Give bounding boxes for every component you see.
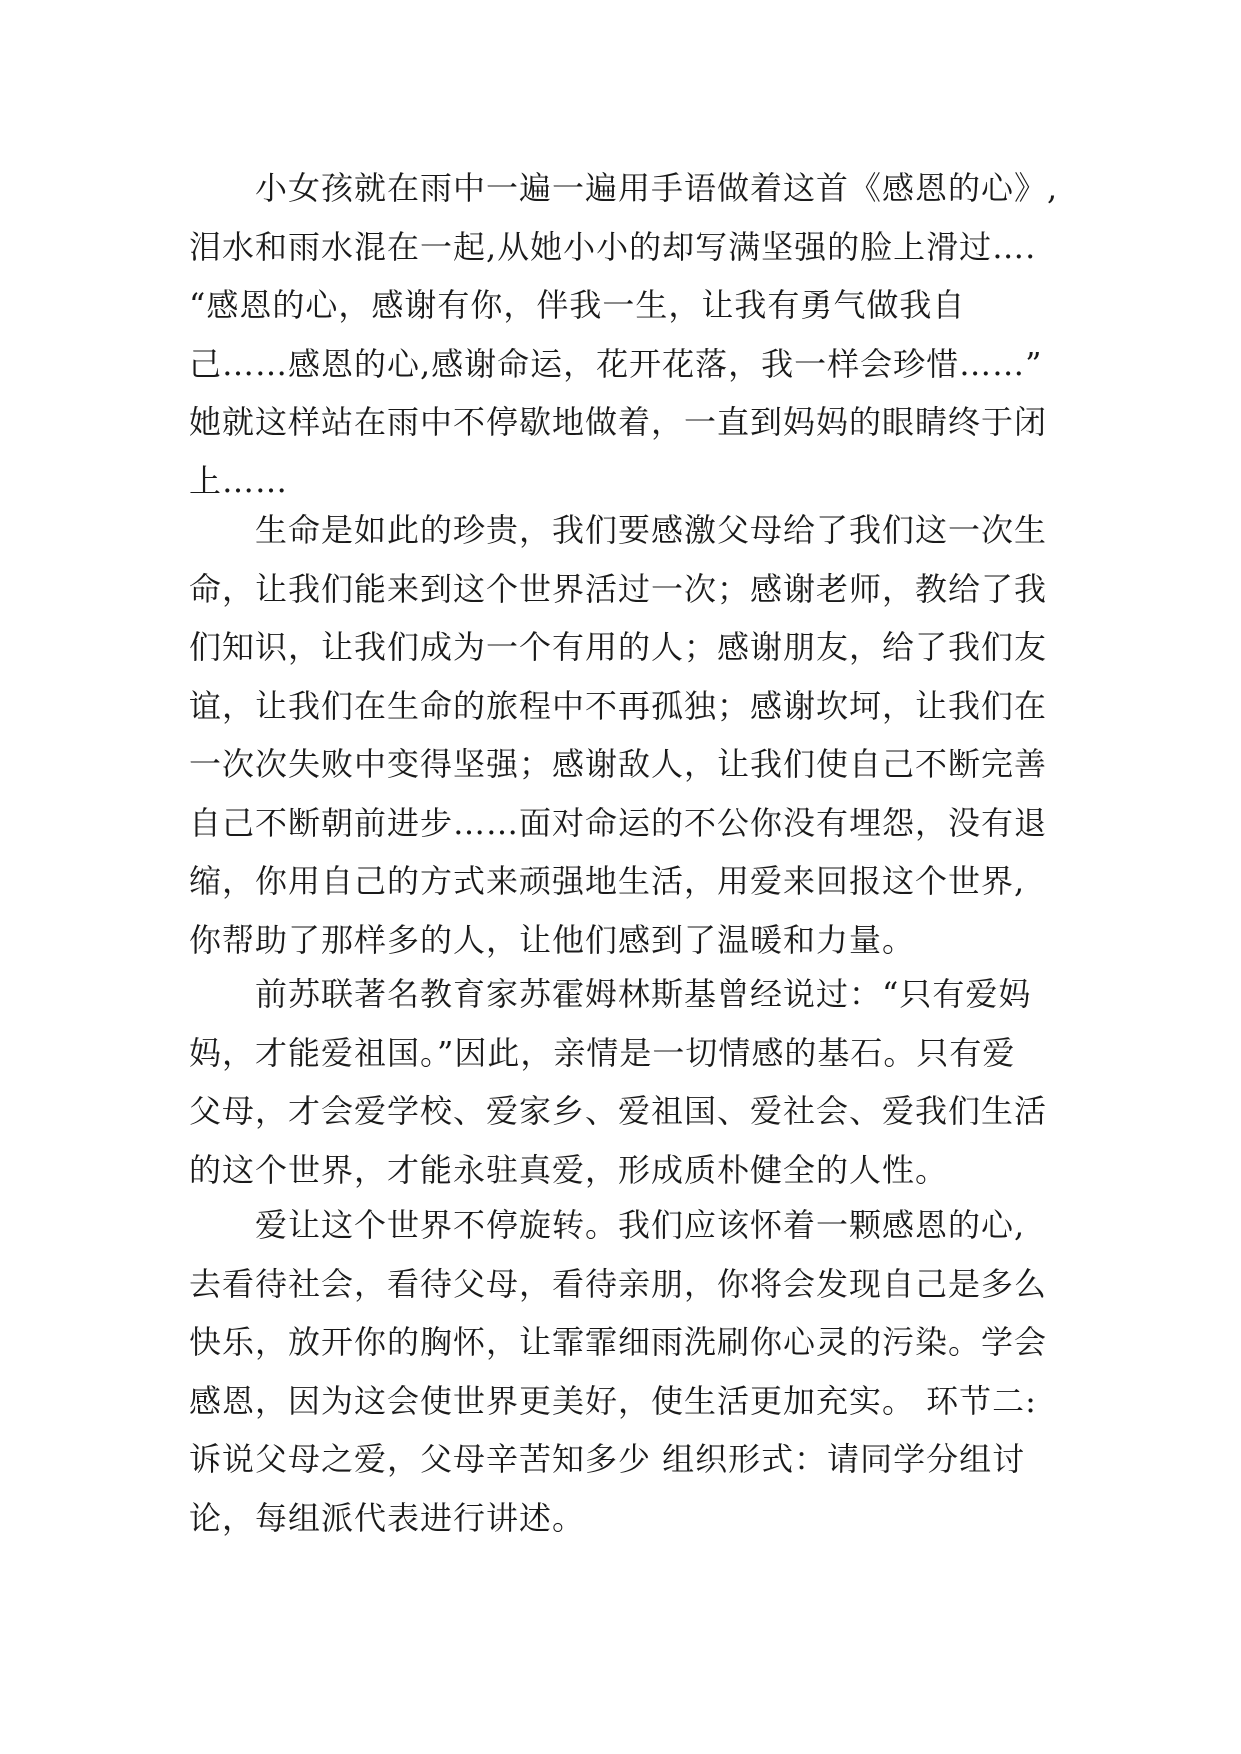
paragraph-4	[189, 1196, 1069, 1547]
text-line: 她就这样站在雨中不停歇地做着，一直到妈妈的眼睛终于闭	[189, 403, 1048, 441]
text-line: “感恩的心，感谢有你，伴我一生，让我有勇气做我自	[189, 286, 966, 324]
text-line: 前苏联著名教育家苏霍姆林斯基曾经说过：“只有爱妈	[255, 975, 1032, 1013]
text-line: 快乐，放开你的胸怀，让霏霏细雨洗刷你心灵的污染。学会	[189, 1323, 1048, 1361]
text-line: 缩，你用自己的方式来顽强地生活，用爱来回报这个世界,	[189, 862, 1026, 900]
paragraph-1	[189, 159, 1069, 510]
paragraph-2	[189, 501, 1069, 969]
text-line: 们知识，让我们成为一个有用的人；感谢朋友，给了我们友	[189, 628, 1048, 666]
text-line: 小女孩就在雨中一遍一遍用手语做着这首《感恩的心》,	[255, 169, 1059, 207]
text-line: 你帮助了那样多的人，让他们感到了温暖和力量。	[189, 920, 916, 959]
text-line: 父母，才会爱学校、爱家乡、爱祖国、爱社会、爱我们生活	[189, 1092, 1048, 1130]
text-line: 感恩，因为这会使世界更美好，使生活更加充实。 环节二:	[189, 1381, 1037, 1420]
text-line: 上……	[189, 461, 289, 500]
text-line: 论，每组派代表进行讲述。	[189, 1498, 586, 1537]
text-line: 诉说父母之爱，父母辛苦知多少 组织形式：请同学分组讨	[189, 1440, 1026, 1478]
text-line: 泪水和雨水混在一起,从她小小的却写满坚强的脸上滑过….	[189, 227, 1037, 266]
text-line: 己……感恩的心,感谢命运，花开花落，我一样会珍惜……”	[189, 344, 1043, 383]
paragraph-3	[189, 965, 1069, 1199]
text-line: 自己不断朝前进步……面对命运的不公你没有埋怨，没有退	[189, 803, 1048, 842]
text-line: 爱让这个世界不停旋转。我们应该怀着一颗感恩的心,	[255, 1206, 1026, 1244]
text-line: 谊，让我们在生命的旅程中不再孤独；感谢坎坷，让我们在	[189, 686, 1048, 725]
text-line: 的这个世界，才能永驻真爱，形成质朴健全的人性。	[189, 1150, 949, 1189]
text-line: 一次次失败中变得坚强；感谢敌人，让我们使自己不断完善	[189, 745, 1048, 783]
text-line: 命，让我们能来到这个世界活过一次；感谢老师，教给了我	[189, 569, 1048, 608]
text-line: 去看待社会，看待父母，看待亲朋，你将会发现自己是多么	[189, 1264, 1048, 1303]
text-line: 生命是如此的珍贵，我们要感激父母给了我们这一次生	[255, 511, 1048, 549]
text-line: 妈，才能爱祖国。”因此，亲情是一切情感的基石。只有爱	[189, 1033, 1016, 1072]
